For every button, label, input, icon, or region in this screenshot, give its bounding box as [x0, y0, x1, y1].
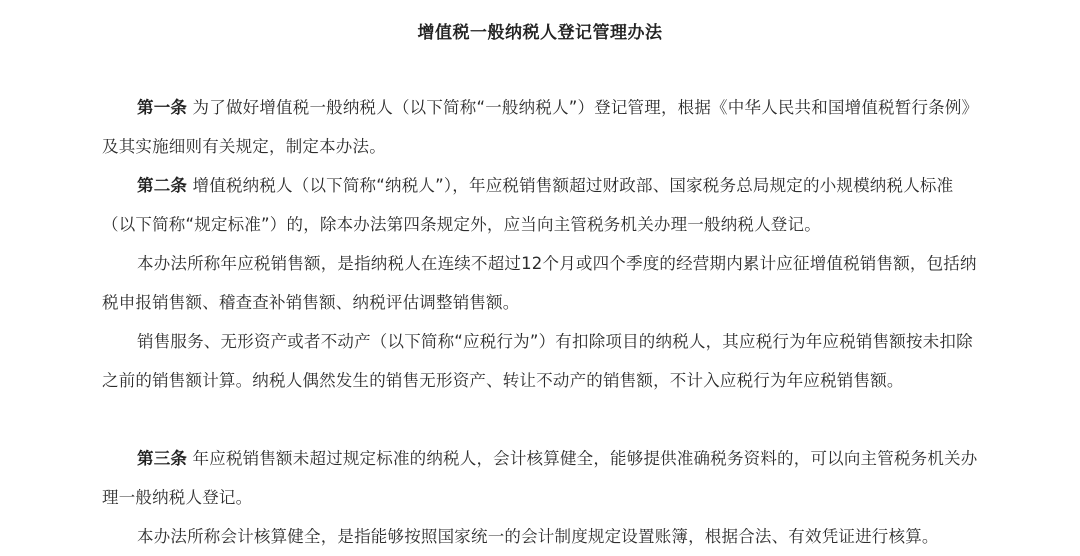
paragraph-article-2: [102, 166, 978, 244]
paragraph-text: 增值税纳税人（以下简称“纳税人”），年应税销售额超过财政部、国家税务总局规定的小规模纳税人标准（以下简称“规定标准”）的，除本办法第四条规定外，应当向主管税务机关办理一般纳税人登记。: [102, 176, 954, 234]
paragraph-article-3: [102, 439, 978, 517]
article-number: 第三条: [137, 449, 188, 468]
document-title: 增值税一般纳税人登记管理办法: [417, 23, 663, 43]
paragraph-taxable-acts: [102, 322, 978, 400]
article-number: 第二条: [137, 176, 188, 195]
article-number: 第一条: [137, 98, 188, 117]
paragraph-text: 本办法所称会计核算健全，是指能够按照国家统一的会计制度规定设置账簿，根据合法、有效凭证进行核算。: [137, 527, 939, 546]
paragraph-text: 销售服务、无形资产或者不动产（以下简称“应税行为”）有扣除项目的纳税人，其应税行为年应税销售额按未扣除之前的销售额计算。纳税人偶然发生的销售无形资产、转让不动产的销售额，不计入应税行为年应税销售额。: [102, 332, 973, 390]
paragraph-text: 本办法所称年应税销售额，是指纳税人在连续不超过12个月或四个季度的经营期内累计应征增值税销售额，包括纳税申报销售额、稽查查补销售额、纳税评估调整销售额。: [102, 254, 977, 312]
paragraph-accounting-definition: [102, 517, 978, 556]
paragraph-text: 年应税销售额未超过规定标准的纳税人，会计核算健全，能够提供准确税务资料的，可以向主管税务机关办理一般纳税人登记。: [102, 449, 978, 507]
paragraph-article-1: [102, 88, 978, 166]
paragraph-sales-definition: [102, 244, 978, 322]
paragraph-text: 为了做好增值税一般纳税人（以下简称“一般纳税人”）登记管理，根据《中华人民共和国增值税暂行条例》及其实施细则有关规定，制定本办法。: [102, 98, 971, 156]
